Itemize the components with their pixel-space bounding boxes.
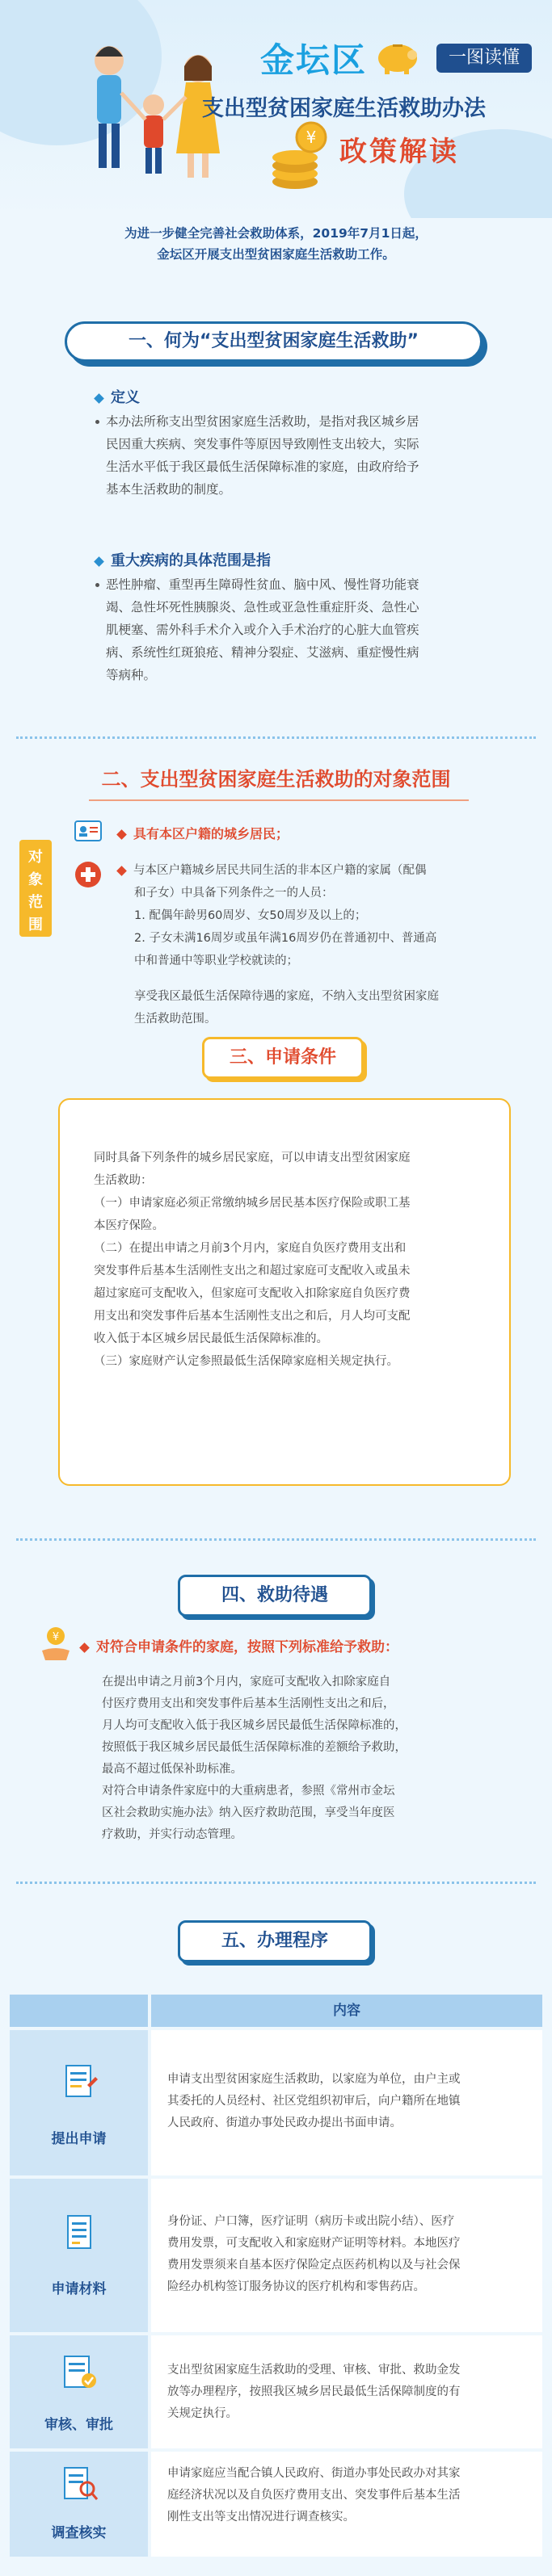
diamond-bullet-icon (94, 393, 104, 404)
svg-text:¥: ¥ (52, 1631, 60, 1643)
table-header-content: 内容 (151, 1995, 542, 2027)
investigate-icon (60, 2466, 99, 2502)
table-cell: 支出型贫困家庭生活救助的受理、审核、审批、救助金发 放等办理程序，按照我区城乡居民最低生活保障制度的有 关规定执行。 (151, 2335, 542, 2448)
definition-text: 本办法所称支出型贫困家庭生活救助，是指对我区城乡居 民因重大疾病、突发事件等原因导致刚性支出较大，实际 生活水平低于我区最低生活保障标准的家庭，由政府给予 基本生活救助的制度。 (95, 410, 516, 501)
disease-heading: 重大疾病的具体范围是指 (95, 549, 271, 570)
scope-item2: 与本区户籍城乡居民共同生活的非本区户籍的家属（配偶 和子女）中具备下列条件之一的人员： 1. 配偶年龄男60周岁、女50周岁及以上的； 2. 子女未满16周岁或虽年满16周岁仍在普通初中、普通高 中和普通中等职业学校就读的； (118, 859, 530, 972)
table-row: 提出申请 (10, 2030, 148, 2175)
piggy-bank-icon (373, 39, 422, 74)
section4-text: 在提出申请之月前3个月内，家庭可支配收入扣除家庭自 付医疗费用支出和突发事件后基本生活刚性支出之和后， 月人均可支配收入低于我区城乡居民最低生活保障标准的， 按照低于我区城乡居民最低生活保障标准的差额给予救助， 最高不超过低保补助标准。 对符合申请条件家庭中的大重病患者，参照《常州市金坛 区社会救助实施办法》纳入医疗救助范围，享受当年度医 疗救助，并实行动态管理。 (102, 1676, 407, 1841)
scope-note: 享受我区最低生活保障待遇的家庭，不纳入支出型贫困家庭 生活救助范围。 (134, 990, 439, 1026)
section1-title: 一、何为“支出型贫困家庭生活救助” (65, 321, 482, 362)
section2-title: 二、支出型贫困家庭生活救助的对象范围 (101, 768, 451, 791)
section-divider (16, 1882, 536, 1884)
section2-underline (89, 799, 469, 801)
table-row: 调查核实 (10, 2452, 148, 2557)
hand-coin-icon (39, 1625, 73, 1662)
medical-cross-icon (74, 861, 102, 888)
form-icon (60, 2064, 99, 2100)
scope-item1: 具有本区户籍的城乡居民； (118, 824, 289, 842)
section4-heading: 对符合申请条件的家庭，按照下列标准给予救助： (81, 1635, 398, 1655)
document-icon (60, 2214, 99, 2250)
section3-text: 同时具备下列条件的城乡居民家庭，可以申请支出型贫困家庭 生活救助： （一）申请家庭必须正常缴纳城乡居民基本医疗保险或职工基 本医疗保险。 （二）在提出申请之月前3个月内，家庭自负医疗费用支出和 突发事件后基本生活刚性支出之和超过家庭可支配收入或虽未 超过家庭可支配收入，但家庭可支配收入扣除家庭自负医疗费 用支出和突发事件后基本生活刚性支出之和后，月人均可支配 收入低于本区城乡居民最低生活保障标准的。 （三）家庭财产认定参照最低生活保障家庭相关规定执行。 (94, 1152, 411, 1368)
section3-title-capsule (202, 1037, 364, 1084)
diamond-bullet-icon (116, 866, 127, 876)
section-divider (16, 1538, 536, 1541)
table-row: 审核、审批 (10, 2335, 148, 2448)
approval-icon (60, 2355, 99, 2390)
bullet-dot-icon (95, 420, 99, 424)
header-tag: 一图读懂 (436, 44, 532, 73)
table-row: 申请材料 (10, 2179, 148, 2332)
header-subtitle: 支出型贫困家庭生活救助办法 (202, 96, 486, 121)
table-cell: 申请家庭应当配合镇人民政府、街道办事处民政办对其家 庭经济状况以及自负医疗费用支出、突发事件后基本生活 刚性支出等支出情况进行调查核实。 (151, 2452, 542, 2557)
section1-title-capsule (65, 321, 487, 367)
diamond-bullet-icon (116, 829, 127, 840)
id-card-icon (74, 817, 102, 845)
section4-title: 四、救助待遇 (178, 1575, 372, 1617)
table-header-blank (10, 1995, 148, 2027)
definition-heading: 定义 (95, 386, 140, 407)
header-banner (0, 0, 552, 218)
coins-icon (267, 113, 331, 194)
scope-side-label: 对象范围 (19, 840, 52, 937)
intro-text: 为进一步健全完善社会救助体系，2019年7月1日起， 金坛区开展支出型贫困家庭生活救助工作。 (124, 226, 428, 262)
header-red-title: 政策解读 (339, 136, 459, 168)
table-cell: 申请支出型贫困家庭生活救助，以家庭为单位，由户主或 其委托的人员经村、社区党组织初审后，向户籍所在地镇 人民政府、街道办事处民政办提出书面申请。 (151, 2030, 542, 2175)
diamond-bullet-icon (94, 556, 104, 567)
diamond-bullet-icon (79, 1643, 90, 1653)
section3-title: 三、申请条件 (202, 1037, 364, 1079)
table-cell: 身份证、户口簿，医疗证明（病历卡或出院小结）、医疗 费用发票，可支配收入和家庭财产证明等材料。本地医疗 费用发票须来自基本医疗保险定点医药机构以及与社会保 险经办机构签订服务协议的医疗机构和零售药店。 (151, 2179, 542, 2332)
bullet-dot-icon (95, 583, 99, 587)
section-divider (16, 736, 536, 739)
svg-text:¥: ¥ (305, 128, 317, 147)
section5-title: 五、办理程序 (178, 1920, 372, 1962)
disease-text: 恶性肿瘤、重型再生障碍性贫血、脑中风、慢性肾功能衰 竭、急性坏死性胰腺炎、急性或亚急性重症肝炎、急性心 肌梗塞、需外科手术介入或介入手术治疗的心脏大血管疾 病、系统性红斑狼疮、精神分裂症、艾滋病、重症慢性病 等病种。 (95, 573, 516, 686)
header-title: 金坛区 (260, 40, 368, 80)
